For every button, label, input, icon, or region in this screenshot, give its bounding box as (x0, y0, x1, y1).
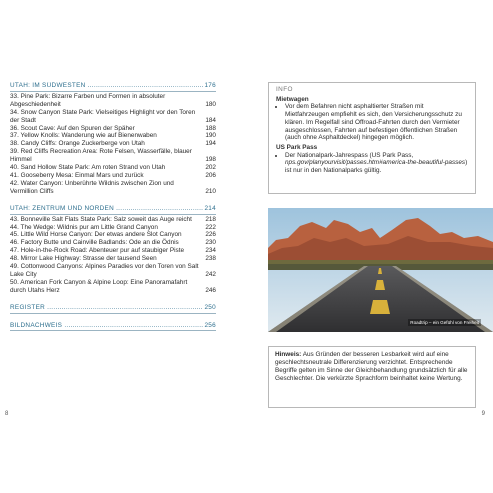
toc-entry-title: 44. The Wedge: Wildnis pur am Little Grand Canyon (10, 223, 158, 231)
toc-entry-title: 40. Sand Hollow State Park: Am roten Strand von Utah (10, 164, 166, 172)
toc-entry-page: 234 (205, 247, 216, 255)
toc-section-heading[interactable] (10, 82, 216, 92)
toc-entry-title: 49. Cottonwood Canyons: Alpines Paradies vor den Toren von Salt Lake City (10, 263, 199, 278)
toc-entry-title: 33. Pine Park: Bizarre Farben und Formen in absoluter Abgeschiedenheit (10, 92, 166, 108)
mietwagen-text: • Vor dem Befahren nicht asphaltierter Straßen mit Mietfahrzeugen empfiehlt es sich, den Versicherungsschutz zu klären. Im Regelfall sind Offroad-Fahrten durch den Vermieter ausgeschlossen, Fahrten auf befestigen öffentlichen Straßen (auch ohne Asphaltdeckel) hingegen möglich. (285, 103, 468, 142)
toc-entry-title: 43. Bonneville Salt Flats State Park: Salz soweit das Auge reicht (10, 215, 192, 223)
toc-entry-page: 180 (205, 100, 216, 108)
pass-text-b: ) ist nur in den Nationalparks gültig. (285, 159, 468, 175)
toc-entry-page: 184 (205, 116, 216, 124)
toc-section-title: UTAH: ZENTRUM UND NORDEN ..... (10, 205, 203, 213)
toc-register-title: REGISTER ..... (10, 304, 203, 312)
photo-caption: Roadtrip – ein Gefühl von Freiheit (410, 320, 479, 325)
toc-entry-page: 246 (205, 286, 216, 294)
toc-bildnachweis-title: BILDNACHWEIS ..... (10, 322, 203, 330)
hinweis-label: Hinweis: (275, 351, 302, 358)
toc-entry[interactable] (10, 255, 216, 263)
toc-entry-page: 188 (205, 124, 216, 132)
toc-entry-title: 37. Yellow Knolls: Wanderung wie auf Bienenwaben (10, 132, 157, 140)
toc-entry-page: 222 (205, 223, 216, 231)
info-box (268, 82, 476, 194)
table-of-contents (10, 82, 216, 332)
info-header: INFO (276, 86, 293, 93)
toc-entry-page: 194 (205, 140, 216, 148)
toc-entry[interactable] (10, 132, 216, 140)
toc-register-page: 250 (204, 303, 216, 311)
left-page (0, 0, 246, 493)
page-number-left: 8 (5, 411, 9, 417)
toc-entry-page: 242 (205, 270, 216, 278)
toc-entry-title: 50. American Fork Canyon & Alpine Loop: Eine Panoramafahrt durch Utahs Herz (10, 278, 188, 294)
hinweis-box (268, 346, 476, 408)
toc-entry[interactable] (10, 109, 216, 125)
toc-entry[interactable] (10, 263, 216, 279)
right-page (247, 0, 493, 493)
toc-entry-title: 38. Candy Cliffs: Orange Zuckerberge von Utah (10, 140, 145, 148)
road-landscape-image (268, 208, 493, 332)
toc-register[interactable] (10, 304, 216, 314)
toc-section-page: 214 (204, 204, 216, 212)
toc-entry[interactable] (10, 164, 216, 172)
mietwagen-list (276, 103, 468, 142)
toc-entry-title: 46. Factory Butte und Cainville Badlands: Ode an die Ödnis (10, 239, 179, 247)
toc-entry-page: 238 (205, 255, 216, 263)
toc-entry[interactable] (10, 224, 216, 232)
toc-entry-title: 42. Water Canyon: Unberührte Wildnis zwischen Zion und Vermillion Cliffs (10, 179, 174, 195)
toc-entry[interactable] (10, 180, 216, 196)
mietwagen-title: Mietwagen (276, 95, 309, 103)
toc-entry-title: 34. Snow Canyon State Park: Vielseitiges Highlight vor den Toren der Stadt (10, 108, 196, 124)
toc-bildnachweis-page: 256 (204, 321, 216, 329)
toc-section-title: UTAH: IM SÜDWESTEN ..... (10, 82, 203, 90)
toc-entry-title: 39. Red Cliffs Recreation Area: Rote Felsen, Wasserfälle, blauer Himmel (10, 148, 192, 164)
toc-entry-page: 202 (205, 164, 216, 172)
toc-entry[interactable] (10, 239, 216, 247)
toc-entry-page: 190 (205, 132, 216, 140)
toc-entry-page: 206 (205, 171, 216, 179)
toc-entry[interactable] (10, 279, 216, 295)
toc-entry[interactable] (10, 125, 216, 133)
roadtrip-photo (268, 208, 493, 332)
toc-entry-page: 226 (205, 231, 216, 239)
pass-item (285, 152, 468, 175)
toc-entry-title: 47. Hole-in-the-Rock Road: Abenteuer pur auf staubiger Piste (10, 247, 185, 255)
pass-title: US Park Pass (276, 143, 318, 151)
toc-entry[interactable] (10, 148, 216, 164)
toc-entry[interactable] (10, 216, 216, 224)
toc-bildnachweis[interactable] (10, 322, 216, 332)
toc-entry[interactable] (10, 93, 216, 109)
page-number-right: 9 (481, 411, 485, 417)
toc-entry[interactable] (10, 172, 216, 180)
hinweis-text: Aus Gründen der besseren Lesbarkeit wird auf eine geschlechtsneutrale Differenzierung verzichtet. Entsprechende Begriffe gelten im Sinne der Gleichbehandlung grundsätzlich für alle Geschlechter. Die verkürzte Sprachform beinhaltet keine Wertung. (275, 351, 468, 382)
toc-entry[interactable] (10, 247, 216, 255)
toc-entry[interactable] (10, 140, 216, 148)
toc-section-heading[interactable] (10, 205, 216, 215)
toc-entry-page: 198 (205, 156, 216, 164)
toc-entry-title: 41. Gooseberry Mesa: Einmal Mars und zurück (10, 171, 144, 179)
toc-entry-title: 48. Mirror Lake Highway: Strasse der tausend Seen (10, 255, 157, 263)
toc-entry-page: 210 (205, 187, 216, 195)
pass-list (276, 152, 468, 175)
toc-entry-page: 230 (205, 239, 216, 247)
pass-text-a: Der Nationalpark-Jahrespass (US Park Pass, (285, 151, 414, 159)
toc-entry-page: 218 (205, 215, 216, 223)
pass-link[interactable]: nps.gov/planyourvisit/passes.htm#america-the-beautiful-passes (285, 159, 466, 167)
toc-entry-title: 45. Little Wild Horse Canyon: Der etwas andere Slot Canyon (10, 231, 182, 239)
toc-entry-title: 36. Scout Cave: Auf den Spuren der Späher (10, 124, 135, 132)
toc-section-page: 176 (204, 82, 216, 89)
